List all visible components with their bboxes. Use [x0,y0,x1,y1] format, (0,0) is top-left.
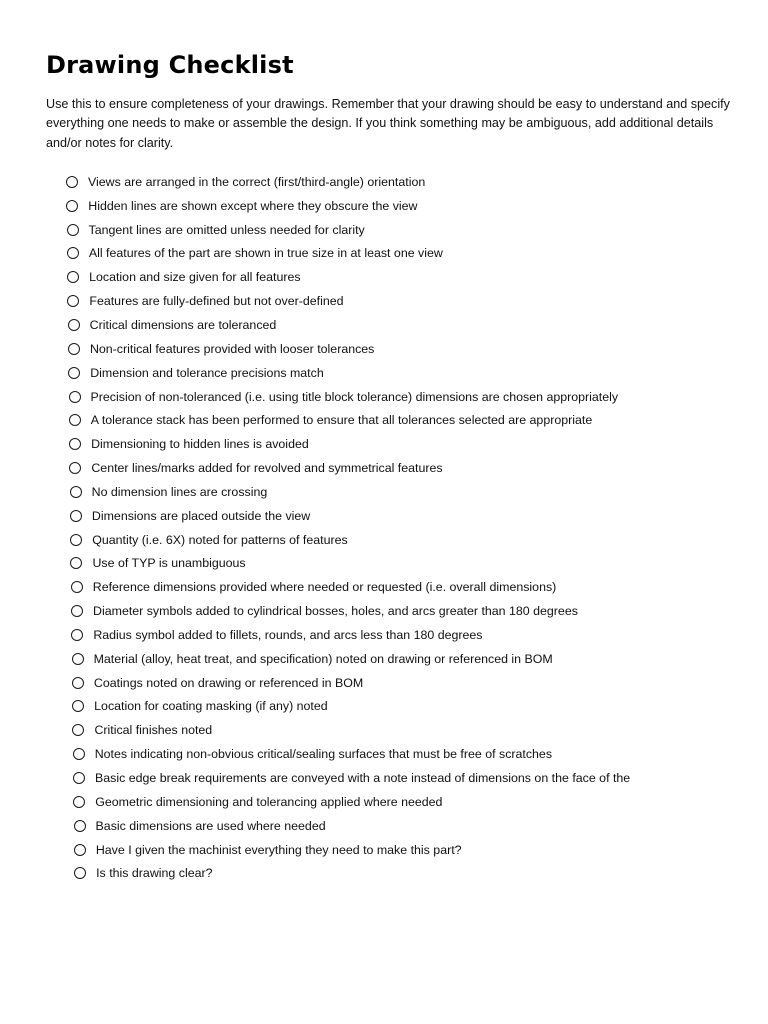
checklist-item[interactable] [73,742,630,766]
checklist-item-label: Location and size given for all features [89,270,301,285]
radio-circle-icon[interactable] [68,343,80,355]
checklist-item-label: Geometric dimensioning and tolerancing applied where needed [95,794,443,809]
checklist-item[interactable] [69,432,630,456]
checklist-item-label: Is this drawing clear? [96,866,213,881]
radio-circle-icon[interactable] [70,510,82,522]
radio-circle-icon[interactable] [73,796,85,808]
checklist-item[interactable] [72,647,631,671]
radio-circle-icon[interactable] [69,438,81,450]
checklist-item[interactable] [68,337,630,361]
checklist-item-label: Notes indicating non-obvious critical/sealing surfaces that must be free of scratches [94,747,553,762]
radio-circle-icon[interactable] [66,200,78,212]
radio-circle-icon[interactable] [70,557,82,569]
checklist-item-label: Radius symbol added to fillets, rounds, and arcs less than 180 degrees [93,627,483,642]
radio-circle-icon[interactable] [72,677,84,689]
radio-circle-icon[interactable] [72,653,84,665]
radio-circle-icon[interactable] [71,605,83,617]
checklist-item[interactable] [70,504,630,528]
checklist-item-label: Views are arranged in the correct (first/third-angle) orientation [88,174,426,189]
checklist-item-label: Center lines/marks added for revolved and symmetrical features [91,461,443,476]
checklist-item-label: Dimension and tolerance precisions match [90,365,324,380]
radio-circle-icon[interactable] [67,247,79,259]
checklist-item[interactable] [69,408,630,432]
checklist-item-label: Coatings noted on drawing or referenced in BOM [93,675,364,690]
checklist-item-label: Dimensioning to hidden lines is avoided [91,437,309,452]
checklist-item[interactable] [69,385,631,409]
checklist-item-label: Location for coating masking (if any) noted [94,699,328,714]
checklist-item[interactable] [71,599,630,623]
radio-circle-icon[interactable] [68,319,80,331]
radio-circle-icon[interactable] [71,629,83,641]
checklist-item-label: Critical finishes noted [94,723,213,738]
intro-paragraph: Use this to ensure completeness of your drawings. Remember that your drawing should be easy to understand and specify everything one needs to make or assemble the design. If you think something may be ambiguous, add additional details and/or notes for clarity. [46,97,730,150]
radio-circle-icon[interactable] [71,581,83,593]
checklist-item[interactable] [72,718,630,742]
radio-circle-icon[interactable] [68,367,80,379]
checklist-item-label: Non-critical features provided with looser tolerances [89,341,375,356]
radio-circle-icon[interactable] [67,271,79,283]
checklist-item[interactable] [66,170,630,194]
checklist-item[interactable] [70,480,631,504]
checklist-item[interactable] [69,456,630,480]
checklist-item[interactable] [68,361,630,385]
checklist-item-label: Critical dimensions are toleranced [89,317,277,332]
checklist-item[interactable] [67,289,630,313]
checklist-item[interactable] [67,242,630,266]
radio-circle-icon[interactable] [74,820,86,832]
checklist-item-label: Diameter symbols added to cylindrical bosses, holes, and arcs greater than 180 degrees [93,604,578,619]
checklist-item-label: Dimensions are placed outside the view [91,508,311,523]
checklist-item-label: Use of TYP is unambiguous [92,556,246,571]
page-title: Drawing Checklist [46,51,294,79]
checklist-item-label: Basic dimensions are used where needed [95,818,326,833]
checklist-item-label: A tolerance stack has been performed to ensure that all tolerances selected are appropriate [90,413,593,428]
radio-circle-icon[interactable] [74,844,86,856]
radio-circle-icon[interactable] [73,772,85,784]
checklist-item[interactable] [70,552,630,576]
radio-circle-icon[interactable] [69,391,81,403]
checklist-item-label: Have I given the machinist everything they need to make this part? [95,842,462,857]
checklist-item[interactable] [67,218,631,242]
checklist-item-label: Reference dimensions provided where needed or requested (i.e. overall dimensions) [92,580,557,595]
checklist-item[interactable] [72,695,630,719]
checklist-item[interactable] [73,766,630,790]
radio-circle-icon[interactable] [67,224,79,236]
radio-circle-icon[interactable] [72,700,84,712]
checklist-item[interactable] [73,790,630,814]
checklist [66,170,630,885]
checklist-item[interactable] [71,575,630,599]
checklist-item[interactable] [70,528,630,552]
checklist-item-label: No dimension lines are crossing [91,484,268,499]
checklist-item-label: Features are fully-defined but not over-defined [89,294,344,309]
checklist-item[interactable] [68,313,631,337]
radio-circle-icon[interactable] [66,176,78,188]
radio-circle-icon[interactable] [72,724,84,736]
checklist-item[interactable] [72,671,630,695]
radio-circle-icon[interactable] [73,748,85,760]
checklist-item[interactable] [71,623,630,647]
radio-circle-icon[interactable] [70,534,82,546]
checklist-item[interactable] [67,265,630,289]
radio-circle-icon[interactable] [67,295,79,307]
checklist-item[interactable] [66,194,630,218]
radio-circle-icon[interactable] [74,867,86,879]
checklist-item[interactable] [74,838,630,862]
checklist-item-label: Precision of non-toleranced (i.e. using title block tolerance) dimensions are chosen appropriately [90,389,619,404]
checklist-item-label: All features of the part are shown in true size in at least one view [88,246,443,261]
checklist-item[interactable] [74,814,631,838]
checklist-item-label: Hidden lines are shown except where they obscure the view [88,198,418,213]
checklist-item[interactable] [74,861,630,885]
radio-circle-icon[interactable] [69,462,81,474]
checklist-item-label: Quantity (i.e. 6X) noted for patterns of features [92,532,348,547]
checklist-item-label: Material (alloy, heat treat, and specification) noted on drawing or referenced in BOM [93,651,553,666]
radio-circle-icon[interactable] [70,486,82,498]
radio-circle-icon[interactable] [69,414,81,426]
checklist-item-label: Tangent lines are omitted unless needed for clarity [88,222,365,237]
checklist-item-label: Basic edge break requirements are conveyed with a note instead of dimensions on the face of the [95,771,631,786]
